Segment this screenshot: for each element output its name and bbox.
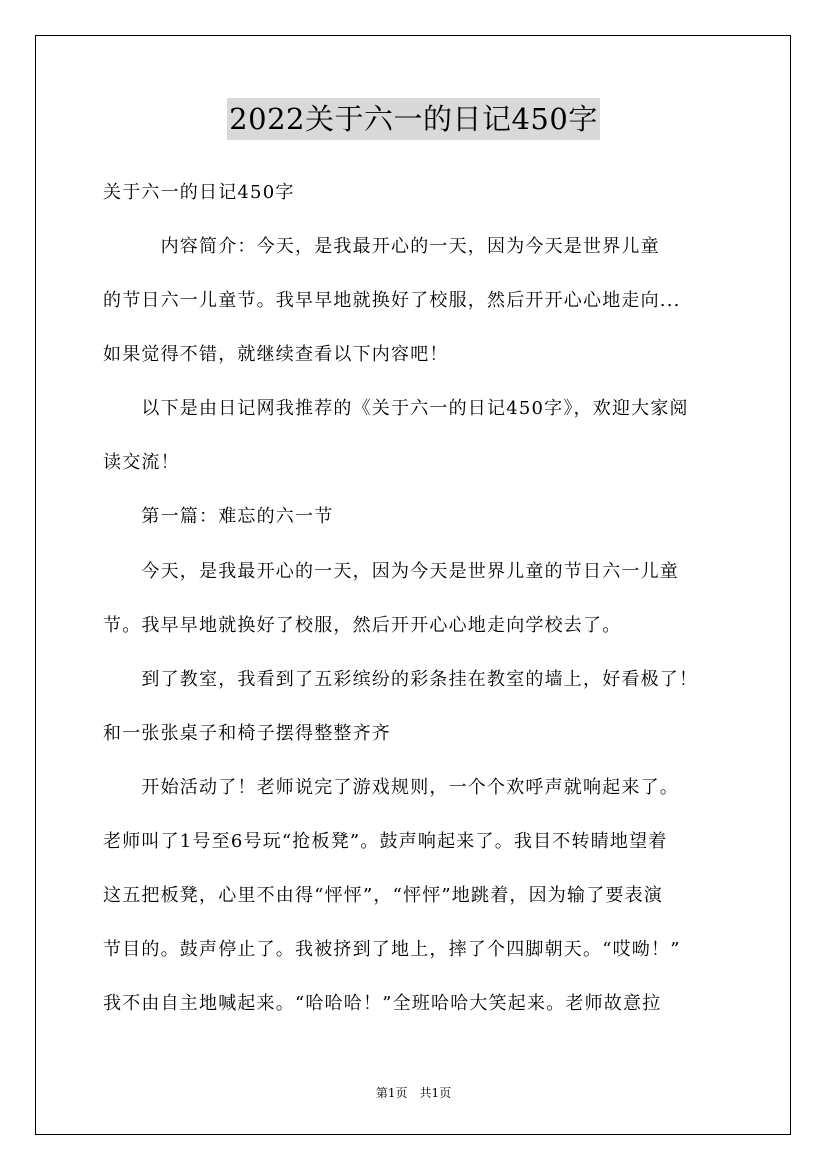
body-line-2: 内容简介：今天，是我最开心的一天，因为今天是世界儿童 bbox=[103, 236, 660, 257]
body-line-15: 节目的。鼓声停止了。我被挤到了地上，摔了个四脚朝天。“哎呦！” bbox=[103, 939, 681, 960]
body-line-4: 如果觉得不错，就继续查看以下内容吧！ bbox=[103, 344, 449, 365]
body-line-16: 我不由自主地喊起来。“哈哈哈！”全班哈哈大笑起来。老师故意拉 bbox=[103, 993, 662, 1014]
body-line-10: 到了教室，我看到了五彩缤纷的彩条挂在教室的墙上，好看极了！ bbox=[103, 669, 699, 690]
body-line-5: 以下是由日记网我推荐的《关于六一的日记450字》，欢迎大家阅 bbox=[103, 398, 689, 419]
body-line-8: 今天，是我最开心的一天，因为今天是世界儿童的节日六一儿童 bbox=[103, 561, 679, 582]
body-line-12: 开始活动了！老师说完了游戏规则，一个个欢呼声就响起来了。 bbox=[103, 777, 679, 798]
body-line-3: 的节日六一儿童节。我早早地就换好了校服，然后开开心心地走向... bbox=[103, 290, 681, 311]
body-line-7: 第一篇：难忘的六一节 bbox=[103, 506, 334, 527]
body-line-9: 节。我早早地就换好了校服，然后开开心心地走向学校去了。 bbox=[103, 615, 622, 636]
title-container bbox=[0, 98, 827, 140]
body-line-6: 读交流！ bbox=[103, 452, 180, 473]
body-line-11: 和一张张桌子和椅子摆得整整齐齐 bbox=[103, 723, 391, 744]
body-line-14: 这五把板凳，心里不由得“怦怦”，“怦怦”地跳着，因为输了要表演 bbox=[103, 885, 664, 906]
body-line-13: 老师叫了1号至6号玩“抢板凳”。鼓声响起来了。我目不转睛地望着 bbox=[103, 831, 668, 852]
page-footer: 第1页 共1页 bbox=[375, 1086, 452, 1100]
body-line-1: 关于六一的日记450字 bbox=[103, 182, 295, 203]
document-title: 2022关于六一的日记450字 bbox=[227, 98, 600, 140]
